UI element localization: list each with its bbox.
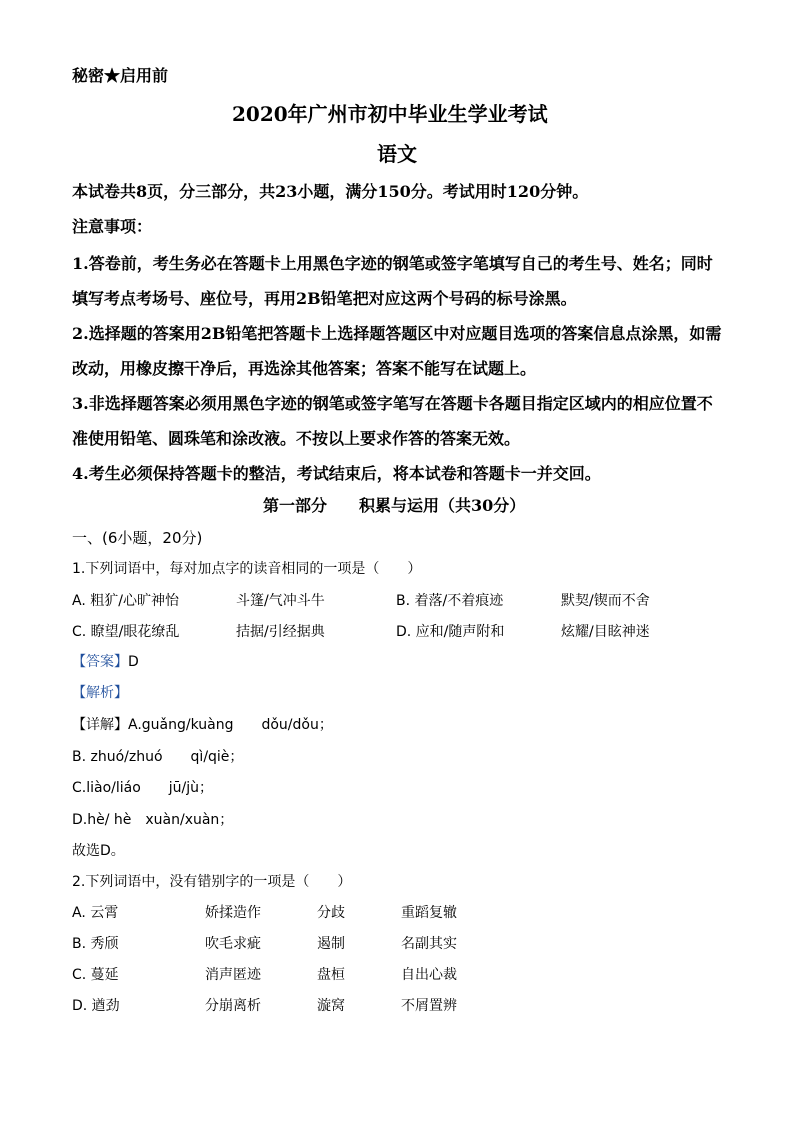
- detail-line: 故选D。: [72, 843, 125, 859]
- notice-line: 1.答卷前，考生务必在答题卡上用黑色字迹的钢笔或签字笔填写自己的考生号、姓名；同时: [72, 254, 713, 273]
- exam-subject: 语文: [377, 142, 417, 166]
- q2-option: A. 云霄: [72, 905, 119, 921]
- section-heading: 一、(6小题，20分): [72, 529, 203, 547]
- part1-heading: 第一部分 积累与运用（共30分）: [263, 496, 526, 515]
- notice-line: 2.选择题的答案用2B铅笔把答题卡上选择题答题区中对应题目选项的答案信息点涂黑，如需: [72, 324, 722, 343]
- q1-option: 炫耀/目眩神迷: [561, 624, 650, 640]
- q2-option: 自出心裁: [401, 967, 457, 983]
- q1-option: 拮据/引经据典: [236, 624, 325, 640]
- q2-option: D. 遒劲: [72, 998, 120, 1014]
- q2-option: 娇揉造作: [205, 905, 261, 921]
- detail-line: A.guǎng/kuàng dǒu/dǒu；: [128, 717, 333, 733]
- detail-line: C.liào/liáo jū/jù；: [72, 780, 214, 796]
- notice-line: 4.考生必须保持答题卡的整洁，考试结束后，将本试卷和答题卡一并交回。: [72, 464, 601, 483]
- q2-option: 盘桓: [317, 967, 345, 983]
- q2-option: 重蹈复辙: [401, 905, 457, 921]
- q2-option: C. 蔓延: [72, 967, 119, 983]
- q1-stem: 1.下列词语中，每对加点字的读音相同的一项是（ ）: [72, 561, 422, 577]
- notice-line: 准使用铅笔、圆珠笔和涂改液。不按以上要求作答的答案无效。: [72, 429, 521, 448]
- q2-option: 遏制: [317, 936, 345, 952]
- q2-option: 消声匿迹: [205, 967, 261, 983]
- notice-title: 注意事项：: [72, 217, 153, 236]
- q2-stem: 2.下列词语中，没有错别字的一项是（ ）: [72, 874, 352, 890]
- q2-option: 漩窝: [317, 998, 345, 1014]
- exam-summary: 本试卷共8页，分三部分，共23小题，满分150分。考试用时120分钟。: [72, 182, 589, 201]
- detail-line: B. zhuó/zhuó qì/qiè；: [72, 749, 244, 765]
- q1-answer: [72, 655, 139, 669]
- answer-label: 【答案】: [72, 654, 128, 670]
- q1-option: 斗篷/气冲斗牛: [236, 593, 325, 609]
- notice-line: 改动，用橡皮擦干净后，再选涂其他答案；答案不能写在试题上。: [72, 359, 537, 378]
- q2-option: B. 秀颀: [72, 936, 119, 952]
- q1-option: B. 着落/不着痕迹: [396, 593, 504, 609]
- notice-line: 3.非选择题答案必须用黑色字迹的钢笔或签字笔写在答题卡各题目指定区域内的相应位置不: [72, 394, 713, 413]
- detail-label: 【详解】: [72, 717, 128, 733]
- q2-option: 不屑置辨: [401, 998, 457, 1014]
- q2-option: 分歧: [317, 905, 345, 921]
- q2-option: 吹毛求疵: [205, 936, 261, 952]
- q1-analysis-label: 【解析】: [72, 685, 128, 701]
- q1-option: 默契/锲而不舍: [561, 593, 650, 609]
- secret-label: 秘密★启用前: [72, 66, 169, 85]
- q1-option: C. 瞭望/眼花缭乱: [72, 624, 180, 640]
- notice-line: 填写考点考场号、座位号，再用2B铅笔把对应这两个号码的标号涂黑。: [72, 289, 577, 308]
- exam-title: 2020年广州市初中毕业生学业考试: [232, 102, 548, 126]
- answer-value: D: [128, 654, 139, 670]
- detail-line: D.hè/ hè xuàn/xuàn；: [72, 812, 234, 828]
- q1-detail: [72, 718, 333, 732]
- q1-option: D. 应和/随声附和: [396, 624, 505, 640]
- q2-option: 名副其实: [401, 936, 457, 952]
- q1-option: A. 粗犷/心旷神怡: [72, 593, 179, 609]
- q2-option: 分崩离析: [205, 998, 261, 1014]
